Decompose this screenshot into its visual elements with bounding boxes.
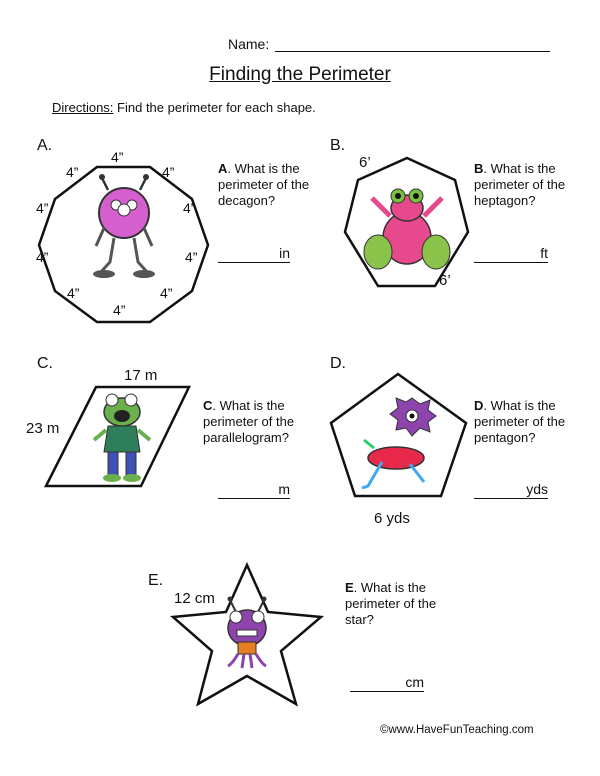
problem-c-question: C. What is the perimeter of the parallelogram? <box>203 398 295 445</box>
decagon-side-label: 4” <box>185 249 198 265</box>
problem-a-question: A. What is the perimeter of the decagon? <box>218 161 310 208</box>
decagon-side-label: 4” <box>162 164 175 180</box>
problem-a-letter: A. <box>37 137 53 154</box>
decagon-side-label: 4” <box>36 200 49 216</box>
pink-monster-illustration <box>93 174 155 278</box>
name-label: Name: <box>228 36 270 52</box>
spiky-monster-illustration <box>362 398 436 488</box>
decagon-side-label: 4” <box>183 200 196 216</box>
problem-b-letter: B. <box>330 137 346 154</box>
problem-c-answer-blank[interactable]: m <box>218 481 290 499</box>
problem-d-letter: D. <box>330 355 346 372</box>
parallelogram-top-label: 17 m <box>124 367 158 384</box>
decagon-side-label: 4” <box>67 285 80 301</box>
problem-c-letter: C. <box>37 355 53 372</box>
heptagon-side-label: 6’ <box>359 154 371 171</box>
decagon-side-label: 4” <box>111 149 124 165</box>
heptagon-side-label: 6’ <box>439 272 451 289</box>
green-frog-illustration <box>94 394 150 482</box>
problem-e-letter: E. <box>148 572 164 589</box>
problem-a-answer-blank[interactable]: in <box>218 245 290 263</box>
pentagon-side-label: 6 yds <box>374 510 410 527</box>
star-side-label: 12 cm <box>174 590 215 607</box>
decagon-side-label: 4” <box>113 302 126 318</box>
parallelogram-side-label: 23 m <box>26 420 60 437</box>
name-line[interactable] <box>275 37 550 52</box>
decagon-side-label: 4” <box>66 164 79 180</box>
decagon-side-label: 4” <box>36 249 49 265</box>
decagon-side-label: 4” <box>160 285 173 301</box>
directions-label: Directions: <box>52 100 114 115</box>
problem-e-question: E. What is the perimeter of the star? <box>345 580 437 627</box>
problem-e-answer-blank[interactable]: cm <box>350 674 424 692</box>
directions-text: Find the perimeter for each shape. <box>117 100 316 115</box>
problem-d-question: D. What is the perimeter of the pentagon? <box>474 398 566 445</box>
page-title: Finding the Perimeter <box>209 64 391 85</box>
problem-b-question: B. What is the perimeter of the heptagon? <box>474 161 566 208</box>
purple-alien-illustration <box>228 597 267 669</box>
pentagon-shape <box>331 374 466 496</box>
problem-d-answer-blank[interactable]: yds <box>474 481 548 499</box>
name-field[interactable] <box>228 36 550 52</box>
directions <box>52 100 316 115</box>
pink-frog-illustration <box>364 189 450 269</box>
problem-b-answer-blank[interactable]: ft <box>474 245 548 263</box>
copyright-footer: ©www.HaveFunTeaching.com <box>380 724 534 736</box>
